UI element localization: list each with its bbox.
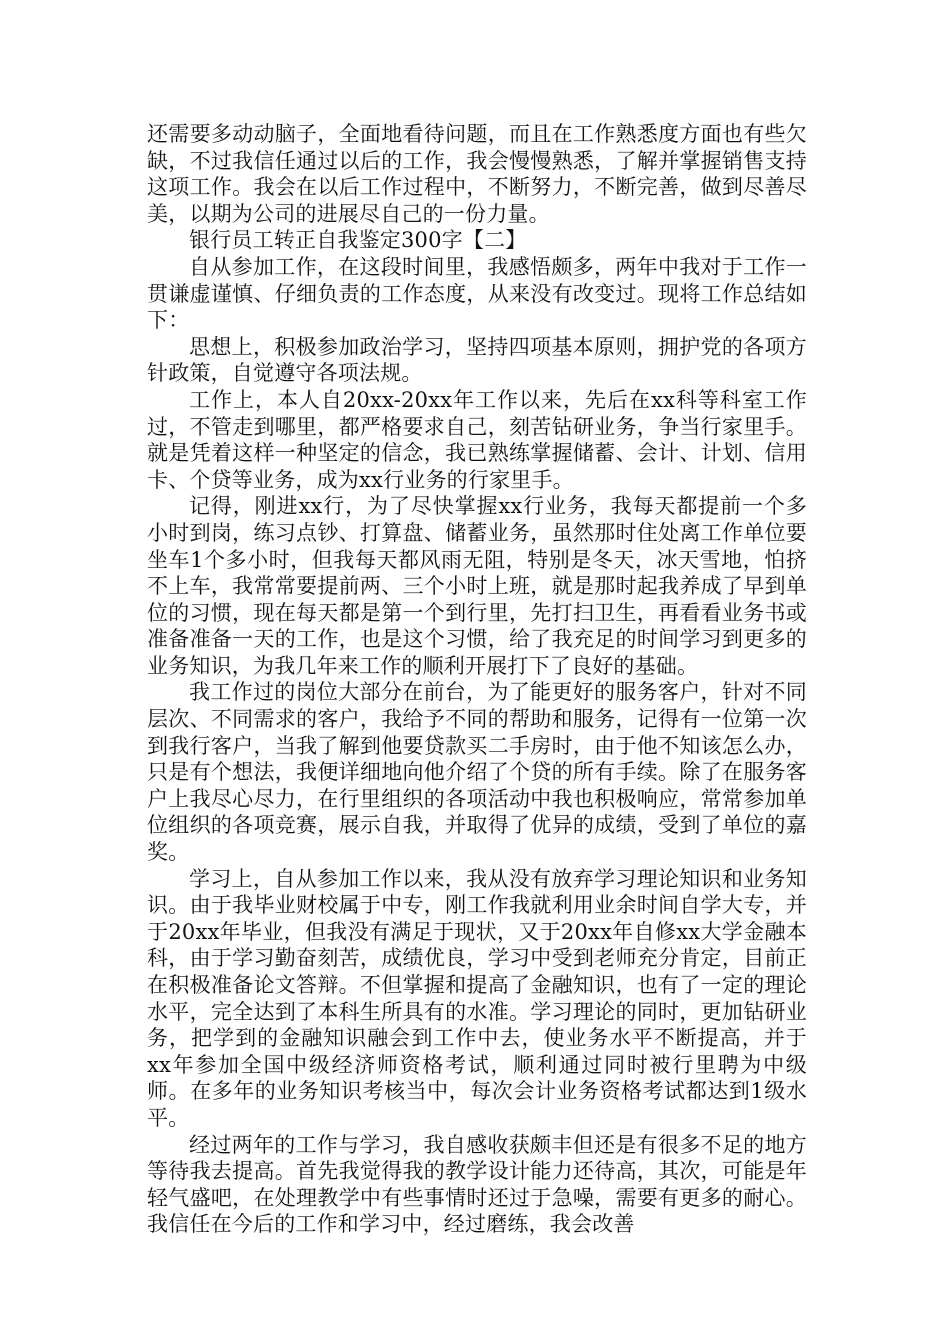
section-heading: 银行员工转正自我鉴定300字【二】	[189, 228, 527, 253]
body-paragraph: 思想上，积极参加政治学习，坚持四项基本原则，拥护党的各项方针政策，自觉遵守各项法规。	[147, 334, 807, 386]
body-paragraph: 经过两年的工作与学习，我自感收获颇丰但还是有很多不足的地方等待我去提高。首先我觉得我的教学设计能力还待高，其次，可能是年轻气盛吧，在处理教学中有些事情时还过于急噪，需要有更多的耐心。我信任在今后的工作和学习中，经过磨练，我会改善	[147, 1132, 807, 1237]
continuation-paragraph: 还需要多动动脑子，全面地看待问题，而且在工作熟悉度方面也有些欠缺，不过我信任通过以后的工作，我会慢慢熟悉，了解并掌握销售支持这项工作。我会在以后工作过程中，不断努力，不断完善，做到尽善尽美，以期为公司的进展尽自己的一份力量。	[147, 122, 807, 226]
body-paragraph: 工作上，本人自20xx-20xx年工作以来，先后在xx科等科室工作过，不管走到哪里，都严格要求自己，刻苦钻研业务，争当行家里手。就是凭着这样一种坚定的信念，我已熟练掌握储蓄、会计、计划、信用卡、个贷等业务，成为xx行业务的行家里手。	[147, 387, 807, 492]
body-paragraph: 记得，刚进xx行，为了尽快掌握xx行业务，我每天都提前一个多小时到岗，练习点钞、打算盘、储蓄业务，虽然那时住处离工作单位要坐车1个多小时，但我每天都风雨无阻，特别是冬天，冰天雪地，怕挤不上车，我常常要提前两、三个小时上班，就是那时起我养成了早到单位的习惯，现在每天都是第一个到行里，先打扫卫生，再看看业务书或准备准备一天的工作，也是这个习惯，给了我充足的时间学习到更多的业务知识，为我几年来工作的顺利开展打下了良好的基础。	[147, 494, 807, 678]
body-paragraph: 学习上，自从参加工作以来，我从没有放弃学习理论知识和业务知识。由于我毕业财校属于中专，刚工作我就利用业余时间自学大专，并于20xx年毕业，但我没有满足于现状，又于20xx年自修xx大学金融本科，由于学习勤奋刻苦，成绩优良，学习中受到老师充分肯定，目前正在积极准备论文答辩。不但掌握和提高了金融知识，也有了一定的理论水平，完全达到了本科生所具有的水准。学习理论的同时，更加钻研业务，把学到的金融知识融会到工作中去，使业务水平不断提高，并于xx年参加全国中级经济师资格考试，顺利通过同时被行里聘为中级师。在多年的业务知识考核当中，每次会计业务资格考试都达到1级水平。	[147, 866, 807, 1130]
document-page	[147, 121, 807, 1238]
body-paragraph: 自从参加工作，在这段时间里，我感悟颇多，两年中我对于工作一贯谦虚谨慎、仔细负责的工作态度，从来没有改变过。现将工作总结如下：	[147, 254, 807, 333]
body-paragraph: 我工作过的岗位大部分在前台，为了能更好的服务客户，针对不同层次、不同需求的客户，我给予不同的帮助和服务，记得有一位第一次到我行客户，当我了解到他要贷款买二手房时，由于他不知该怎么办，只是有个想法，我便详细地向他介绍了个贷的所有手续。除了在服务客户上我尽心尽力，在行里组织的各项活动中我也积极响应，常常参加单位组织的各项竞赛，展示自我，并取得了优异的成绩，受到了单位的嘉奖。	[147, 680, 807, 865]
